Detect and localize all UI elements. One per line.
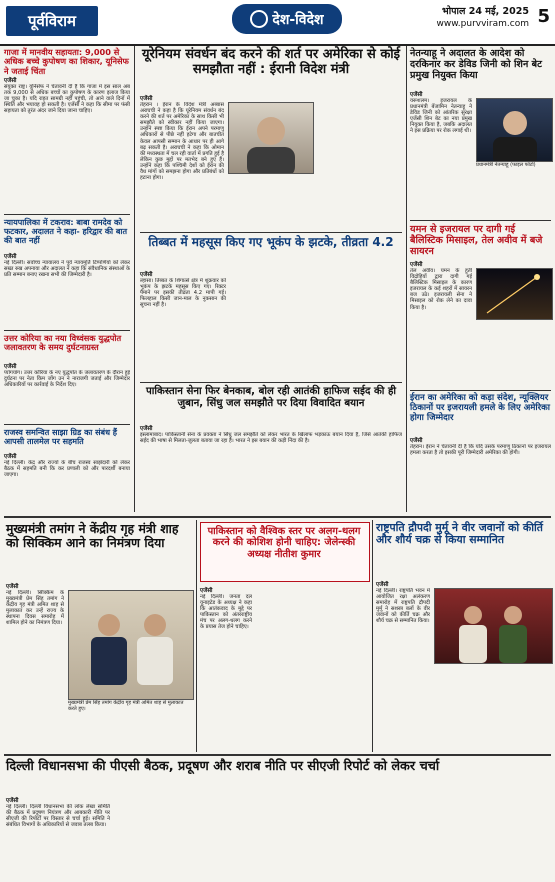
section-title: देश-विदेश [272,11,324,28]
headline-yemen-missile: यमन से इजरायल पर दागी गई बैलिस्टिक मिसाइल, तेल अवीव में बजे सायरन [410,224,543,258]
dateline: एजेंसी [4,364,17,370]
article-body-yemen: तेल अवीव। यमन के हूती विद्रोहियों द्वारा दागी गई बैलिस्टिक मिसाइल के कारण इजरायल के कई शहरों में सायरन बज उठे। इजरायली सेना ने मिसाइल को रोक लेने का दावा किया है। [410,268,472,311]
lead-body: तेहरान । ईरान के विदेश मंत्री अब्बास अराघची ने कहा है कि यूरेनियम संवर्धन बंद करने की शर्त पर अमेरिका के साथ किसी भी समझौते को स्वीकार नहीं किया जाएगा। उन्होंने स्पष्ट किया कि ईरान अपने परमाणु अधिकारों से पीछे नहीं हटेगा और बातचीत केवल आपसी सम्मान के आधार पर ही आगे बढ़ सकती है। अराघची ने कहा कि ओमान की मध्यस्थता में चल रही वार्ता में प्रगति हुई है लेकिन कुछ मुद्दों पर मतभेद बने हुए हैं। उन्होंने कहा कि पश्चिमी देशों को ईरान की वैध मांगों को समझना होगा और प्रतिबंधों को हटाना होगा। [140,102,224,182]
article-body-pakistan-army: इस्लामाबाद। पाकिस्तानी सेना के प्रवक्ता ने सिंधु जल समझौते को लेकर भारत के खिलाफ भड़काऊ बयान दिया है, जिसे आतंकी हाफिज सईद की भाषा से मिलता-जुलता बताया जा रहा है। भारत ने इस बयान की कड़ी निंदा की है। [140,432,402,445]
dateline: एजेंसी [4,254,17,260]
newspaper-brand: पूर्वविराम [6,6,98,36]
dateline: एजेंसी [200,588,213,594]
article-body-tamang: नई दिल्ली। सिक्किम के मुख्यमंत्री प्रेम सिंह तमांग ने केंद्रीय गृह मंत्री अमित शाह से मुलाकात कर उन्हें राज्य के स्थापना दिवस समारोह में शामिल होने का निमंत्रण दिया। [6,590,64,627]
article-body-delhi-pac-2 [114,804,218,878]
article-body-president-2 [434,666,551,748]
photo-caption: मुख्यमंत्री प्रेम सिंह तमांग केंद्रीय गृह मंत्री अमित शाह से मुलाकात करते हुए। [68,700,184,712]
section-label [232,4,342,34]
meeting-image [69,591,193,699]
article-body-revenue: नई दिल्ली। केंद्र और राज्यों के बीच राजस्व साझेदारी को लेकर बैठक में सहमति बनी कि कर प्रणाली को और पारदर्शी बनाया जाएगा। [4,460,130,479]
headline-tibet-quake: तिब्बत में महसूस किए गए भूकंप के झटके, तीव्रता 4.2 [148,235,394,249]
globe-icon [250,10,268,28]
headline-gaza: गाजा में मानवीय सहायता: 9,000 से अधिक बच्चे कुपोषण का शिकार, यूनिसेफ ने जताई चिंता [4,47,129,76]
photo-caption: प्रधानमंत्री नेतन्याहू (फाइल फोटो) [476,162,536,168]
article-body-tibet-2 [230,278,316,378]
headline-pakistan-isolation: पाकिस्तान को वैश्विक स्तर पर अलग-थलग करने की कोशिश होनी चाहिए: जेलेन्स्की अध्यक्ष नीतीश कुमार [207,526,361,560]
lead-headline: यूरेनियम संवर्धन बंद करने की शर्त पर अमेरिका से कोई समझौता नहीं : ईरानी विदेश मंत्री [141,47,401,77]
dateline: एजेंसी [410,262,423,268]
headline-netanyahu: नेतन्याहू ने अदालत के आदेश को दरकिनार कर डेविड जिनी को शिन बेट प्रमुख नियुक्त किया [410,48,542,82]
article-body-judiciary: नई दिल्ली। सर्वोच्च न्यायालय ने पूर्व न्यायमूर्ति टिप्पणियों को लेकर सख्त रुख अपनाया और अदालत ने कहा कि संवैधानिक संस्थाओं के प्रति सम्मान बनाए रखना सभी की जिम्मेदारी है। [4,260,130,279]
lead-photo [228,102,314,174]
masthead [0,0,555,46]
article-body-delhi-pac: नई दिल्ली। दिल्ली विधानसभा की लोक लेखा समिति की बैठक में प्रदूषण नियंत्रण और आबकारी नीति पर सीएजी की रिपोर्टों पर विस्तार से चर्चा हुई। समिति ने संबंधित विभागों के अधिकारियों से जवाब तलब किया। [6,804,110,829]
night-sky-image [477,269,552,319]
dateline: एजेंसी [4,78,17,84]
article-body-gaza: संयुक्त राष्ट्र। यूनिसेफ ने चेतावनी दी है कि गाजा में इस साल अब तक 9,000 से अधिक बच्चों का कुपोषण के कारण इलाज किया जा चुका है। यदि राहत सामग्री नहीं पहुंची, तो आने वाले दिनों में स्थिति और भयावह हो सकती है। एजेंसी ने कहा कि सीमा पर फंसी सहायता को तुरंत अंदर जाने दिया जाना चाहिए। [4,84,130,115]
headline-president-honours: राष्ट्रपति द्रौपदी मुर्मू ने वीर जवानों को कीर्ति और शौर्य चक्र से किया सम्मानित [376,521,543,547]
headline-iran-warning: ईरान का अमेरिका को कड़ा संदेश, न्यूक्लियर ठिकानों पर इजरायली हमले के लिए अमेरिका होगा जिम्मेदार [410,393,550,423]
headline-delhi-pac: दिल्ली विधानसभा की पीएसी बैठक, प्रदूषण और शराब नीति पर सीएजी रिपोर्ट को लेकर चर्चा [6,759,440,774]
article-body-delhi-pac-5 [438,804,549,878]
headline-revenue: राजस्व समन्वित साझा ग्रिड का संबंध हैं आपसी तालमेल पर सहमति [4,428,118,447]
article-body-tamang-2 [68,716,192,748]
edition-date: भोपाल 24 मई, 2025 [442,6,529,17]
meeting-photo [68,590,194,700]
portrait-image [229,103,313,173]
dateline: एजेंसी [410,92,423,98]
article-body-tibet: ल्हासा। तिब्बत के शिगात्से क्षेत्र में शुक्रवार को भूकंप के झटके महसूस किए गए। रिक्टर पैमाने पर इसकी तीव्रता 4.2 मापी गई। फिलहाल किसी जान-माल के नुकसान की सूचना नहीं है। [140,278,226,309]
article-body-north-korea: प्योंगयांग। उत्तर कोरिया के नए युद्धपोत के जलावतरण के दौरान हुई दुर्घटना पर नेता किम जोंग उन ने नाराजगी जताई और जिम्मेदार अधिकारियों पर कार्रवाई के निर्देश दिए। [4,370,130,389]
article-body-tibet-3 [320,278,402,378]
dateline: एजेंसी [4,454,17,460]
article-body-pakistan-isolation: नई दिल्ली। जनता दल यूनाइटेड के अध्यक्ष ने कहा कि आतंकवाद के मुद्दे पर पाकिस्तान को अंतरराष्ट्रीय मंच पर अलग-थलग करने के प्रयास तेज होने चाहिए। [200,594,252,631]
dateline: एजेंसी [6,798,19,804]
headline-judiciary: न्यायपालिका में टकराव: बाबा रामदेव को फटकार, अदालत ने कहा- हरिद्वार की बात की बात नहीं [4,218,128,246]
ceremony-image [435,589,552,663]
lead-body-continued [316,102,402,228]
article-body-pakistan-isolation-3 [314,594,368,748]
missile-photo [476,268,553,320]
dateline: एजेंसी [140,272,153,278]
netanyahu-photo [476,98,553,162]
dateline: एजेंसी [6,584,19,590]
portrait-image [477,99,552,161]
award-photo [434,588,553,664]
article-body-yemen-2 [410,336,551,386]
article-body-netanyahu: यरूशलम। इजरायल के प्रधानमंत्री बेंजामिन नेतन्याहू ने डेविड जिनी को आंतरिक सुरक्षा एजेंसी शिन बेट का नया प्रमुख नियुक्त किया है, जबकि अदालत ने इस प्रक्रिया पर रोक लगाई थी। [410,98,472,135]
headline-pakistan-army: पाकिस्तान सेना फिर बेनकाब, बोल रही आतंकी हाफिज सईद की ही जुबान, सिंधु जल समझौते पर दिया विवादित बयान [145,386,397,409]
article-body-iran-warning: तेहरान। ईरान ने चेतावनी दी है कि यदि उसके परमाणु ठिकानों पर इजरायल हमला करता है तो इसकी पूरी जिम्मेदारी अमेरिका की होगी। [410,444,551,457]
dateline: एजेंसी [410,438,423,444]
article-body-president: नई दिल्ली। राष्ट्रपति भवन में आयोजित रक्षा अलंकरण समारोह में राष्ट्रपति द्रौपदी मुर्मू ने सशस्त्र बलों के वीर जवानों को कीर्ति चक्र और शौर्य चक्र से सम्मानित किया। [376,588,430,625]
dateline: एजेंसी [140,426,153,432]
date-block [437,6,529,30]
website-link[interactable]: www.purvviram.com [436,19,529,29]
dateline: एजेंसी [140,96,153,102]
article-body-pakistan-isolation-2 [256,594,310,748]
headline-north-korea: उत्तर कोरिया का नया विध्वंसक युद्धपोत जलावतरण के समय दुर्घटनाग्रस्त [4,333,122,353]
dateline: एजेंसी [376,582,389,588]
headline-tamang-shah: मुख्यमंत्री तमांग ने केंद्रीय गृह मंत्री शाह को सिक्किम आने का निमंत्रण दिया [6,521,179,551]
page-number: 5 [537,6,550,27]
article-body-delhi-pac-3 [222,804,326,878]
article-body-delhi-pac-4 [330,804,434,878]
